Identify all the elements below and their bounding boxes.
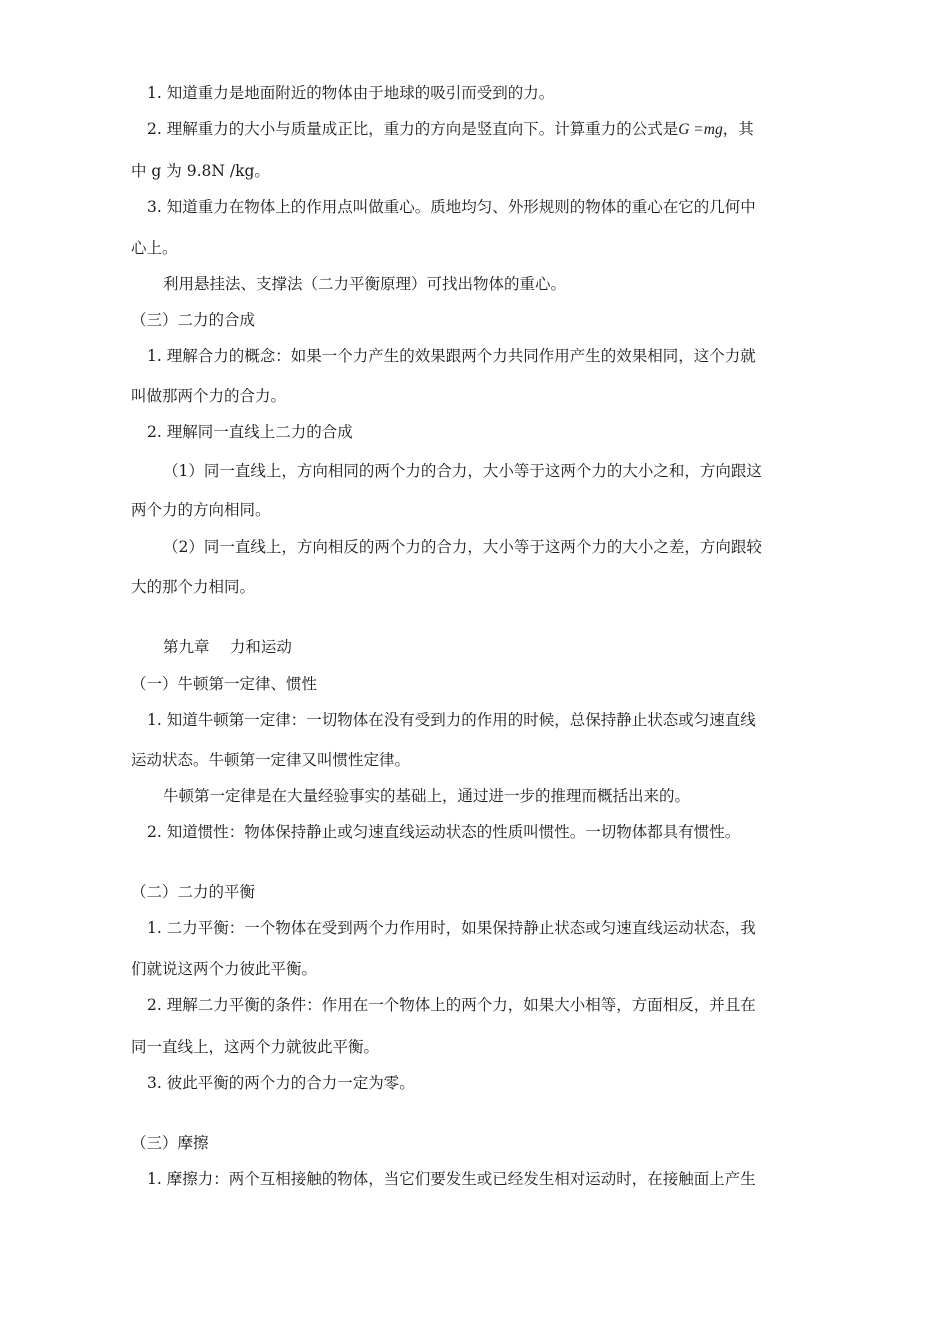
- gravity-item-2-tail: ，其: [722, 120, 754, 138]
- composition-sub-1-line-1: （1）同一直线上，方向相同的两个力的合力，大小等于这两个力的大小之和，方向跟这: [163, 462, 762, 480]
- center-of-gravity-note: 利用悬挂法、支撑法（二力平衡原理）可找出物体的重心。: [163, 275, 567, 293]
- newton-item-2: 2. 知道惯性：物体保持静止或匀速直线运动状态的性质叫惯性。一切物体都具有惯性。: [147, 823, 741, 841]
- balance-item-1-line-2: 们就说这两个力彼此平衡。: [131, 960, 318, 978]
- section-heading-balance: （二）二力的平衡: [131, 883, 256, 901]
- composition-item-1-line-1: 1. 理解合力的概念：如果一个力产生的效果跟两个力共同作用产生的效果相同，这个力就: [147, 347, 756, 365]
- newton-item-1-line-1: 1. 知道牛顿第一定律：一切物体在没有受到力的作用的时候，总保持静止状态或匀速直线: [147, 711, 756, 729]
- composition-item-2: 2. 理解同一直线上二力的合成: [147, 423, 353, 441]
- section-heading-friction: （三）摩擦: [131, 1134, 209, 1152]
- gravity-item-1: 1. 知道重力是地面附近的物体由于地球的吸引而受到的力。: [147, 84, 555, 102]
- gravity-item-2-text: 2. 理解重力的大小与质量成正比，重力的方向是竖直向下。计算重力的公式是: [147, 120, 679, 138]
- composition-sub-2-line-1: （2）同一直线上，方向相反的两个力的合力，大小等于这两个力的大小之差，方向跟较: [163, 538, 762, 556]
- balance-item-2-line-2: 同一直线上，这两个力就彼此平衡。: [131, 1038, 380, 1056]
- section-heading-composition: （三）二力的合成: [131, 311, 256, 329]
- friction-item-1-line-1: 1. 摩擦力：两个互相接触的物体，当它们要发生或已经发生相对运动时，在接触面上产生: [147, 1170, 756, 1188]
- composition-item-1-line-2: 叫做那两个力的合力。: [131, 387, 287, 405]
- newton-note: 牛顿第一定律是在大量经验事实的基础上，通过进一步的推理而概括出来的。: [163, 787, 691, 805]
- gravity-item-3-line-1: 3. 知道重力在物体上的作用点叫做重心。质地均匀、外形规则的物体的重心在它的几何中: [147, 198, 756, 216]
- gravity-item-2-line-2: 中 g 为 9.8N /kg。: [131, 162, 270, 180]
- balance-item-1-line-1: 1. 二力平衡：一个物体在受到两个力作用时，如果保持静止状态或匀速直线运动状态，我: [147, 919, 756, 937]
- section-heading-newton: （一）牛顿第一定律、惯性: [131, 675, 318, 693]
- gravity-formula: G =mg: [678, 121, 723, 138]
- gravity-item-2-line-1: [147, 119, 754, 140]
- balance-item-2-line-1: 2. 理解二力平衡的条件：作用在一个物体上的两个力，如果大小相等，方面相反，并且在: [147, 996, 756, 1014]
- composition-sub-2-line-2: 大的那个力相同。: [131, 578, 256, 596]
- composition-sub-1-line-2: 两个力的方向相同。: [131, 501, 271, 519]
- chapter-title: 第九章 力和运动: [163, 638, 292, 656]
- newton-item-1-line-2: 运动状态。牛顿第一定律又叫惯性定律。: [131, 751, 411, 769]
- gravity-item-3-line-2: 心上。: [131, 239, 178, 257]
- balance-item-3: 3. 彼此平衡的两个力的合力一定为零。: [147, 1074, 415, 1092]
